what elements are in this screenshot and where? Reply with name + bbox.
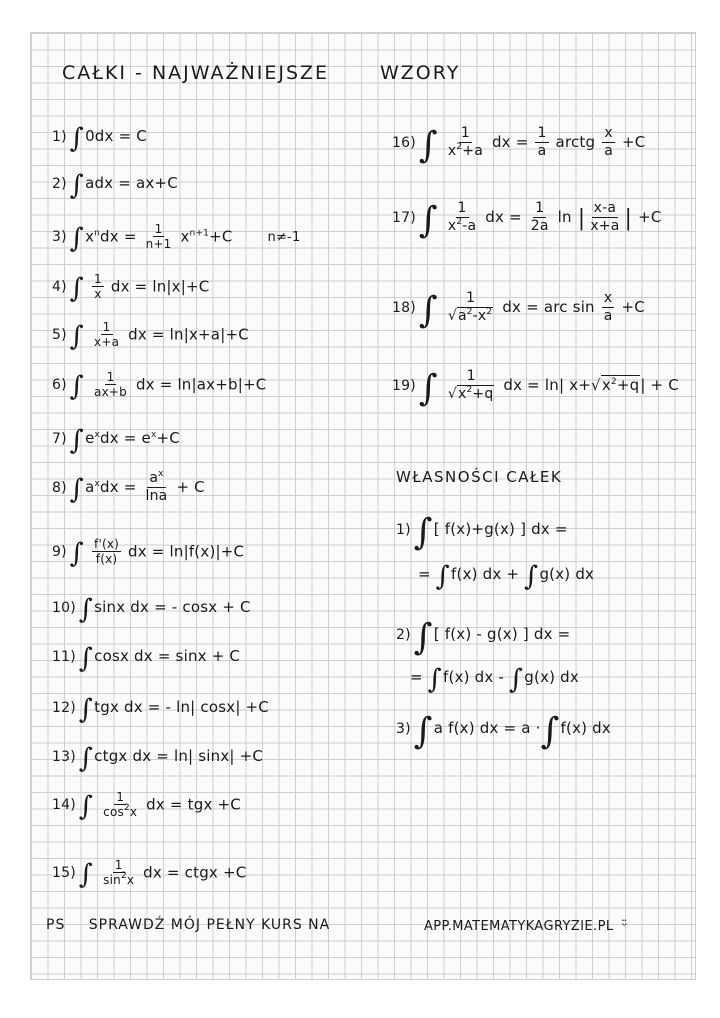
integral-icon: ∫: [69, 371, 85, 403]
integral-icon: ∫: [78, 643, 94, 674]
fraction: $\frac{1}{2a}$: [530, 200, 549, 234]
fraction: $\frac{1}{\cos^2x}$: [103, 790, 138, 820]
formula-13: 13) ∫ctgx dx = ln| sinx| +C: [52, 743, 264, 774]
fraction: $\frac{1}{\sin^2x}$: [103, 858, 135, 888]
title-wzory: WZORY: [380, 62, 461, 84]
footer-link-wrap: [424, 919, 628, 934]
footer-ps: PS: [46, 917, 66, 933]
fraction: $\frac{1}{x^2-a}$: [447, 200, 477, 234]
page-title-2: [380, 62, 460, 84]
property-2-line2: = ∫f(x) dx - ∫g(x) dx: [410, 664, 579, 695]
integral-icon: ∫: [427, 664, 443, 695]
fraction: $\frac{1}{√x^2+q}$: [447, 368, 494, 402]
integral-icon: ∫: [78, 859, 94, 891]
integral-icon: ∫: [413, 617, 433, 658]
integral-icon: ∫: [418, 124, 438, 166]
fraction: $\frac{x}{a}$: [604, 125, 613, 159]
formula-19: 19)∫ $\frac{1}{√x^2+q}$ dx = ln| $x+√x^2+q| + C$: [392, 367, 679, 409]
formula-1: 1) ∫0dx = C: [52, 123, 147, 154]
property-2-line1: 2)∫[ f(x) - g(x) ] dx =: [396, 617, 571, 658]
fraction: $\frac{1}{ax+b}$: [94, 370, 127, 400]
fraction: $\frac{x}{a}$: [603, 290, 613, 324]
title-main: CAŁKI - NAJWAŻNIEJSZE: [62, 62, 330, 84]
footer: [46, 917, 330, 933]
fraction: $\frac{1}{n+1}$: [145, 222, 172, 252]
integral-icon: ∫: [69, 123, 85, 154]
formula-2: 2) ∫adx = ax+C: [52, 170, 178, 201]
fraction: $\frac{x-a}{x+a}$: [590, 200, 620, 234]
fraction: $\frac{1}{x}$: [94, 272, 102, 302]
fraction: $\frac{f'(x)}{f(x)}$: [94, 537, 120, 567]
integral-icon: ∫: [418, 199, 438, 241]
footer-link[interactable]: APP.MATEMATYKAGRYZIE.PL: [424, 919, 614, 934]
integral-icon: ∫: [413, 711, 433, 752]
page-title: [62, 62, 329, 84]
integral-icon: ∫: [69, 425, 85, 456]
formula-10: 10) ∫sinx dx = - cosx + C: [52, 594, 251, 625]
property-1-line1: 1)∫[ f(x)+g(x) ] dx =: [396, 512, 568, 553]
formula-12: 12) ∫tgx dx = - ln| cosx| +C: [52, 694, 269, 725]
integral-icon: ∫: [78, 594, 94, 625]
formula-15: 15) ∫ $\frac{1}{\sin^2x}$ dx = ctgx +C: [52, 858, 247, 891]
fraction: $\frac{a^x}{\ln a}$: [145, 469, 168, 504]
integral-icon: ∫: [435, 561, 451, 592]
integral-icon: ∫: [524, 561, 539, 592]
formula-18: 18)∫ $\frac{1}{√a^2-x^2}$ dx = arc sin $\frac{x}{a}$ +C: [392, 289, 645, 331]
formula-7: 7) $\int e^xdx = e^x+C$: [52, 425, 180, 456]
integral-icon: ∫: [69, 223, 85, 255]
formula-17: 17)∫ $\frac{1}{x^2-a}$ dx = $\frac{1}{2a}$ ln | $\frac{x-a}{x+a}$ | +C: [392, 199, 662, 241]
formula-9: 9) ∫ $\frac{f'(x)}{f(x)}$ dx = ln|f(x)|+C: [52, 537, 245, 570]
formula-5: 5) ∫ $\frac{1}{x+a}$ dx = ln|x+a|+C: [52, 320, 249, 353]
smile-icon: ᵕ̈: [622, 919, 628, 934]
formula-6: 6) ∫ $\frac{1}{ax+b}$ dx = ln|ax+b|+C: [52, 370, 267, 403]
footer-text: SPRAWDŹ MÓJ PEŁNY KURS NA: [88, 917, 331, 933]
integral-icon: ∫: [418, 367, 438, 409]
property-1-line2: = ∫f(x) dx + ∫g(x) dx: [418, 561, 595, 592]
formula-3: 3) $\int x^ndx$ = $\frac{1}{n+1}$ $x^{n+1}+C$ n≠-1: [52, 222, 301, 255]
integral-icon: ∫: [78, 791, 94, 823]
integral-icon: ∫: [69, 170, 85, 201]
formula-14: 14) ∫ $\frac{1}{\cos^2x}$ dx = tgx +C: [52, 790, 241, 823]
formula-4: 4) ∫ $\frac{1}{x}$ dx = ln|x|+C: [52, 272, 210, 305]
integral-icon: ∫: [69, 538, 85, 570]
integral-icon: ∫: [78, 743, 94, 774]
integral-icon: ∫: [418, 289, 438, 331]
property-3: 3)∫a f(x) dx = a ·∫f(x) dx: [396, 711, 611, 752]
fraction: $\frac{1}{a}$: [537, 125, 547, 159]
fraction: $\frac{1}{√a^2-x^2}$: [447, 290, 493, 324]
fraction: $\frac{1}{x+a}$: [94, 320, 120, 350]
integral-icon: ∫: [509, 664, 524, 695]
integral-icon: ∫: [69, 473, 85, 505]
integral-icon: ∫: [78, 694, 94, 725]
formula-8: 8) $\int a^xdx$ = $\frac{a^x}{\ln a}$ + C: [52, 469, 205, 505]
integral-icon: ∫: [69, 321, 85, 353]
formula-16: 16)∫ $\frac{1}{x^2+a}$ dx = $\frac{1}{a}$ arctg $\frac{x}{a}$ +C: [392, 124, 646, 166]
formula-11: 11) ∫cosx dx = sinx + C: [52, 643, 241, 674]
integral-icon: ∫: [540, 711, 560, 752]
properties-heading: WŁASNOŚCI CAŁEK: [396, 468, 563, 486]
condition: n≠-1: [267, 230, 301, 246]
fraction: $\frac{1}{x^2+a}$: [447, 125, 483, 159]
integral-icon: ∫: [413, 512, 433, 553]
integral-icon: ∫: [69, 273, 85, 305]
